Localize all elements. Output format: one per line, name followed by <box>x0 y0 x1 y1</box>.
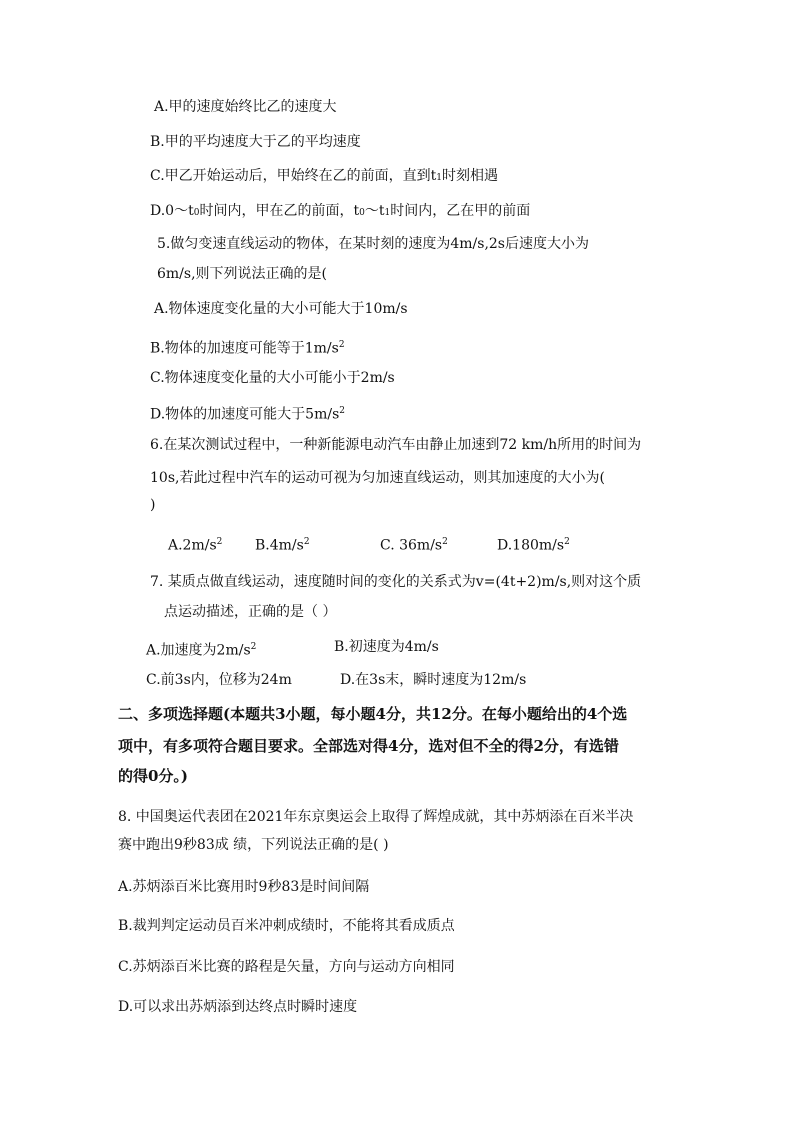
q6-option-b <box>255 533 310 555</box>
q6-option-a-superscript: 2 <box>216 537 223 547</box>
q4-option-d-part2: 时间内，甲在乙的前面，t <box>199 203 360 219</box>
q6-stem-line1: 6.在某次测试过程中，一种新能源电动汽车由静止加速到72 km/h所用的时间为 <box>150 437 642 453</box>
q4-option-c-text-end: 时刻相遇 <box>442 168 499 184</box>
q5-option-b-superscript: 2 <box>338 340 345 350</box>
q5-option-d-text: D.物体的加速度可能大于5m/s <box>150 406 340 423</box>
q4-option-b: B.甲的平均速度大于乙的平均速度 <box>150 134 361 150</box>
q7-option-d: D.在3s末，瞬时速度为12m/s <box>340 672 527 688</box>
q8-option-d: D.可以求出苏炳添到达终点时瞬时速度 <box>118 999 358 1015</box>
q6-option-b-superscript: 2 <box>303 537 310 547</box>
q6-option-c <box>380 533 448 555</box>
section2-heading-line1: 二、多项选择题(本题共3小题，每小题4分，共12分。在每小题给出的4个选 <box>118 705 628 723</box>
q4-option-d-part4: 时间内，乙在甲的前面 <box>390 203 531 219</box>
q5-option-b <box>150 336 345 358</box>
q5-option-d <box>150 402 345 424</box>
q7-option-a-superscript: 2 <box>250 642 257 652</box>
q7-stem-line2: 点运动描述，正确的是（ ） <box>164 604 337 620</box>
q4-option-d-part3: ～t <box>364 203 385 219</box>
q4-option-d-sub1: 1 <box>384 208 391 218</box>
q4-option-a: A.甲的速度始终比乙的速度大 <box>154 99 337 115</box>
q8-option-c: C.苏炳添百米比赛的路程是矢量，方向与运动方向相同 <box>118 959 455 975</box>
q6-option-c-text: C. 36m/s <box>380 537 443 554</box>
q5-option-c: C.物体速度变化量的大小可能小于2m/s <box>150 370 395 386</box>
q4-option-c-subscript: 1 <box>436 173 443 183</box>
q5-stem-line1: 5.做匀变速直线运动的物体，在某时刻的速度为4m/s,2s后速度大小为 <box>157 236 589 252</box>
q6-option-a <box>168 533 222 555</box>
q7-option-a-text: A.加速度为2m/s <box>146 642 251 659</box>
q6-stem-line3: ) <box>150 497 156 513</box>
q4-option-d-sub0: 0 <box>193 208 200 218</box>
q8-stem-line2: 赛中跑出9秒83成 绩，下列说法正确的是( ) <box>118 837 389 853</box>
q8-option-b: B.裁判判定运动员百米冲刺成绩时，不能将其看成质点 <box>118 918 455 934</box>
q5-option-d-superscript: 2 <box>339 406 345 416</box>
q6-option-d-superscript: 2 <box>564 537 570 547</box>
q6-option-a-text: A.2m/s <box>168 537 217 554</box>
q6-option-b-text: B.4m/s <box>255 537 304 554</box>
q7-option-c: C.前3s内，位移为24m <box>146 672 292 688</box>
section2-heading-line3: 的得0分。) <box>118 767 189 785</box>
q6-stem-line2: 10s,若此过程中汽车的运动可视为匀加速直线运动，则其加速度的大小为( <box>150 470 605 486</box>
section2-heading-line2: 项中，有多项符合题目要求。全部选对得4分，选对但不全的得2分，有选错 <box>118 737 619 755</box>
q7-option-b: B.初速度为4m/s <box>334 639 439 655</box>
q8-stem-line1: 8. 中国奥运代表团在2021年东京奥运会上取得了辉煌成就，其中苏炳添在百米半决 <box>118 809 634 825</box>
q7-stem-line1: 7. 某质点做直线运动，速度随时间的变化的关系式为v=(4t+2)m/s,则对这个质 <box>150 574 642 590</box>
q4-option-d <box>150 202 530 222</box>
q5-option-a: A.物体速度变化量的大小可能大于10m/s <box>154 301 408 317</box>
q4-option-d-sub0b: 0 <box>359 208 365 218</box>
q8-option-a: A.苏炳添百米比赛用时9秒83是时间间隔 <box>118 879 370 895</box>
q5-option-b-text: B.物体的加速度可能等于1m/s <box>150 340 339 357</box>
q4-option-c <box>150 167 498 187</box>
q4-option-d-part1: D.0～t <box>150 203 194 219</box>
q4-option-c-text: C.甲乙开始运动后，甲始终在乙的前面，直到t <box>150 168 437 184</box>
q6-option-d-text: D.180m/s <box>497 537 565 554</box>
q5-stem-line2: 6m/s,则下列说法正确的是( <box>157 266 327 282</box>
q6-option-c-superscript: 2 <box>442 537 448 547</box>
q6-option-d <box>497 533 570 555</box>
q7-option-a <box>146 638 256 660</box>
